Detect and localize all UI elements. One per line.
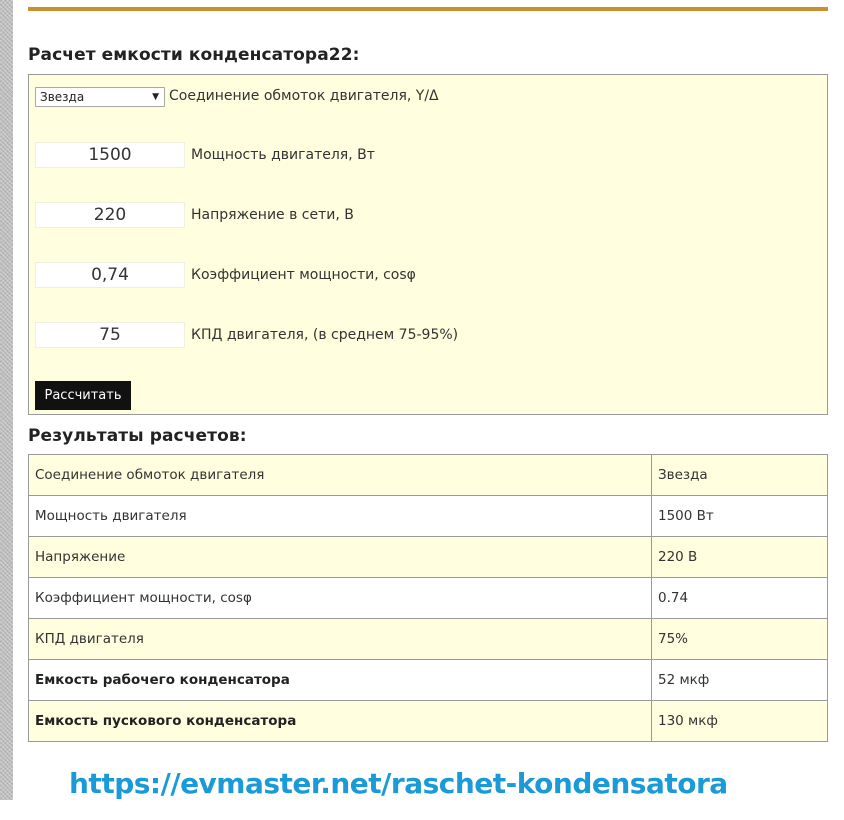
result-value: 75% bbox=[652, 619, 828, 660]
table-row bbox=[29, 537, 828, 578]
calculator-form bbox=[28, 74, 828, 415]
result-key: Мощность двигателя bbox=[29, 496, 652, 537]
result-key: КПД двигателя bbox=[29, 619, 652, 660]
result-value: 1500 Вт bbox=[652, 496, 828, 537]
dropdown-arrow-icon: ▼ bbox=[152, 92, 159, 102]
voltage-input[interactable]: 220 bbox=[35, 202, 185, 228]
table-row bbox=[29, 455, 828, 496]
table-row bbox=[29, 578, 828, 619]
result-value: Звезда bbox=[652, 455, 828, 496]
table-row-starting-capacitor bbox=[29, 701, 828, 742]
result-value: 0.74 bbox=[652, 578, 828, 619]
source-url-watermark: https://evmaster.net/raschet-kondensatora bbox=[69, 767, 728, 800]
calculator-title: Расчет емкости конденсатора22: bbox=[28, 45, 360, 65]
result-key: Напряжение bbox=[29, 537, 652, 578]
efficiency-label: КПД двигателя, (в среднем 75-95%) bbox=[191, 327, 459, 343]
table-row bbox=[29, 619, 828, 660]
voltage-label: Напряжение в сети, В bbox=[191, 207, 354, 223]
power-factor-label: Коэффициент мощности, cosφ bbox=[191, 267, 416, 283]
result-key: Коэффициент мощности, cosφ bbox=[29, 578, 652, 619]
result-key: Соединение обмоток двигателя bbox=[29, 455, 652, 496]
power-input[interactable]: 1500 bbox=[35, 142, 185, 168]
connection-type-select[interactable] bbox=[35, 87, 165, 107]
connection-type-value: Звезда bbox=[40, 90, 85, 104]
table-row bbox=[29, 496, 828, 537]
power-label: Мощность двигателя, Вт bbox=[191, 147, 375, 163]
result-value: 52 мкф bbox=[652, 660, 828, 701]
result-value: 130 мкф bbox=[652, 701, 828, 742]
results-title: Результаты расчетов: bbox=[28, 426, 247, 446]
result-key: Емкость рабочего конденсатора bbox=[29, 660, 652, 701]
page-side-strip bbox=[0, 0, 13, 800]
calculate-button[interactable]: Рассчитать bbox=[35, 381, 131, 410]
power-factor-input[interactable]: 0,74 bbox=[35, 262, 185, 288]
results-table bbox=[28, 454, 828, 742]
efficiency-input[interactable]: 75 bbox=[35, 322, 185, 348]
result-value: 220 В bbox=[652, 537, 828, 578]
header-divider bbox=[28, 7, 828, 11]
table-row-working-capacitor bbox=[29, 660, 828, 701]
connection-type-label: Соединение обмоток двигателя, Y/Δ bbox=[169, 88, 439, 104]
result-key: Емкость пускового конденсатора bbox=[29, 701, 652, 742]
